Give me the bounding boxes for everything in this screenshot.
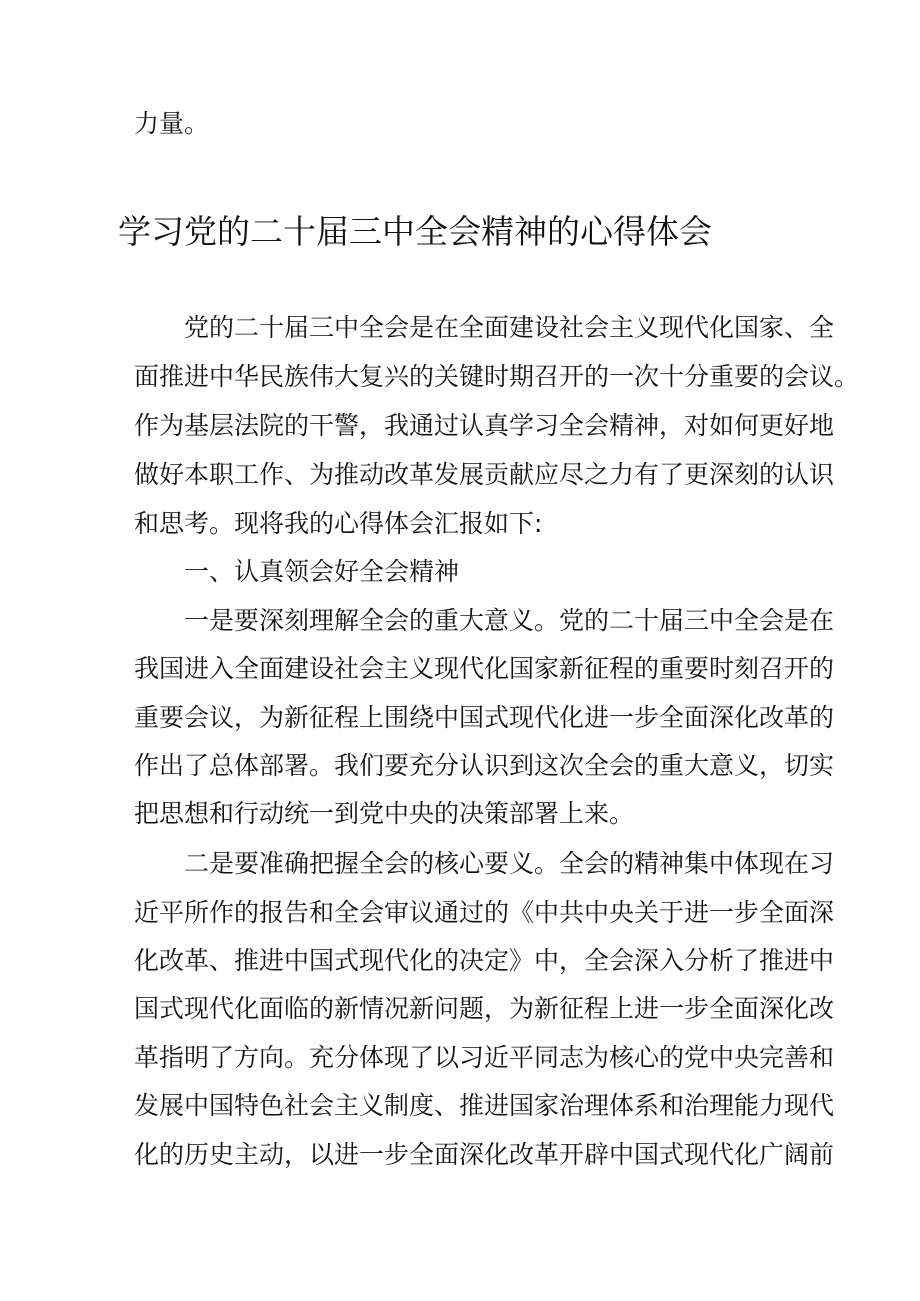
paragraph-line: 发展中国特色社会主义制度、推进国家治理体系和治理能力现代 (134, 1091, 835, 1120)
paragraph-line: 和思考。现将我的心得体会汇报如下: (134, 509, 543, 538)
paragraph-line: 二是要准确把握全会的核心要义。全会的精神集中体现在习 (184, 849, 835, 878)
paragraph-line: 作为基层法院的干警，我通过认真学习全会精神，对如何更好地 (134, 411, 835, 440)
paragraph-line: 党的二十届三中全会是在全面建设社会主义现代化国家、全 (184, 313, 835, 342)
page-title: 学习党的二十届三中全会精神的心得体会 (118, 212, 712, 251)
paragraph-line: 把思想和行动统一到党中央的决策部署上来。 (134, 799, 635, 828)
paragraph-line: 化的历史主动，以进一步全面深化改革开辟中国式现代化广阔前 (134, 1140, 835, 1169)
paragraph-line: 作出了总体部署。我们要充分认识到这次全会的重大意义，切实 (134, 751, 835, 780)
paragraph-line: 一是要深刻理解全会的重大意义。党的二十届三中全会是在 (184, 606, 835, 635)
paragraph-line: 重要会议，为新征程上围绕中国式现代化进一步全面深化改革的 (134, 703, 835, 732)
paragraph-line: 做好本职工作、为推动改革发展贡献应尽之力有了更深刻的认识 (134, 460, 835, 489)
paragraph-line: 近平所作的报告和全会审议通过的《中共中央关于进一步全面深 (134, 898, 835, 927)
paragraph-line: 革指明了方向。充分体现了以习近平同志为核心的党中央完善和 (134, 1043, 835, 1072)
paragraph-line: 面推进中华民族伟大复兴的关键时期召开的一次十分重要的会议。 (134, 362, 860, 391)
paragraph-line: 我国进入全面建设社会主义现代化国家新征程的重要时刻召开的 (134, 654, 835, 683)
paragraph-line: 国式现代化面临的新情况新问题，为新征程上进一步全面深化改 (134, 994, 835, 1023)
paragraph-line: 化改革、推进中国式现代化的决定》中，全会深入分析了推进中 (134, 946, 835, 975)
lead-fragment: 力量。 (134, 109, 210, 138)
section-heading: 一、认真领会好全会精神 (184, 557, 460, 586)
